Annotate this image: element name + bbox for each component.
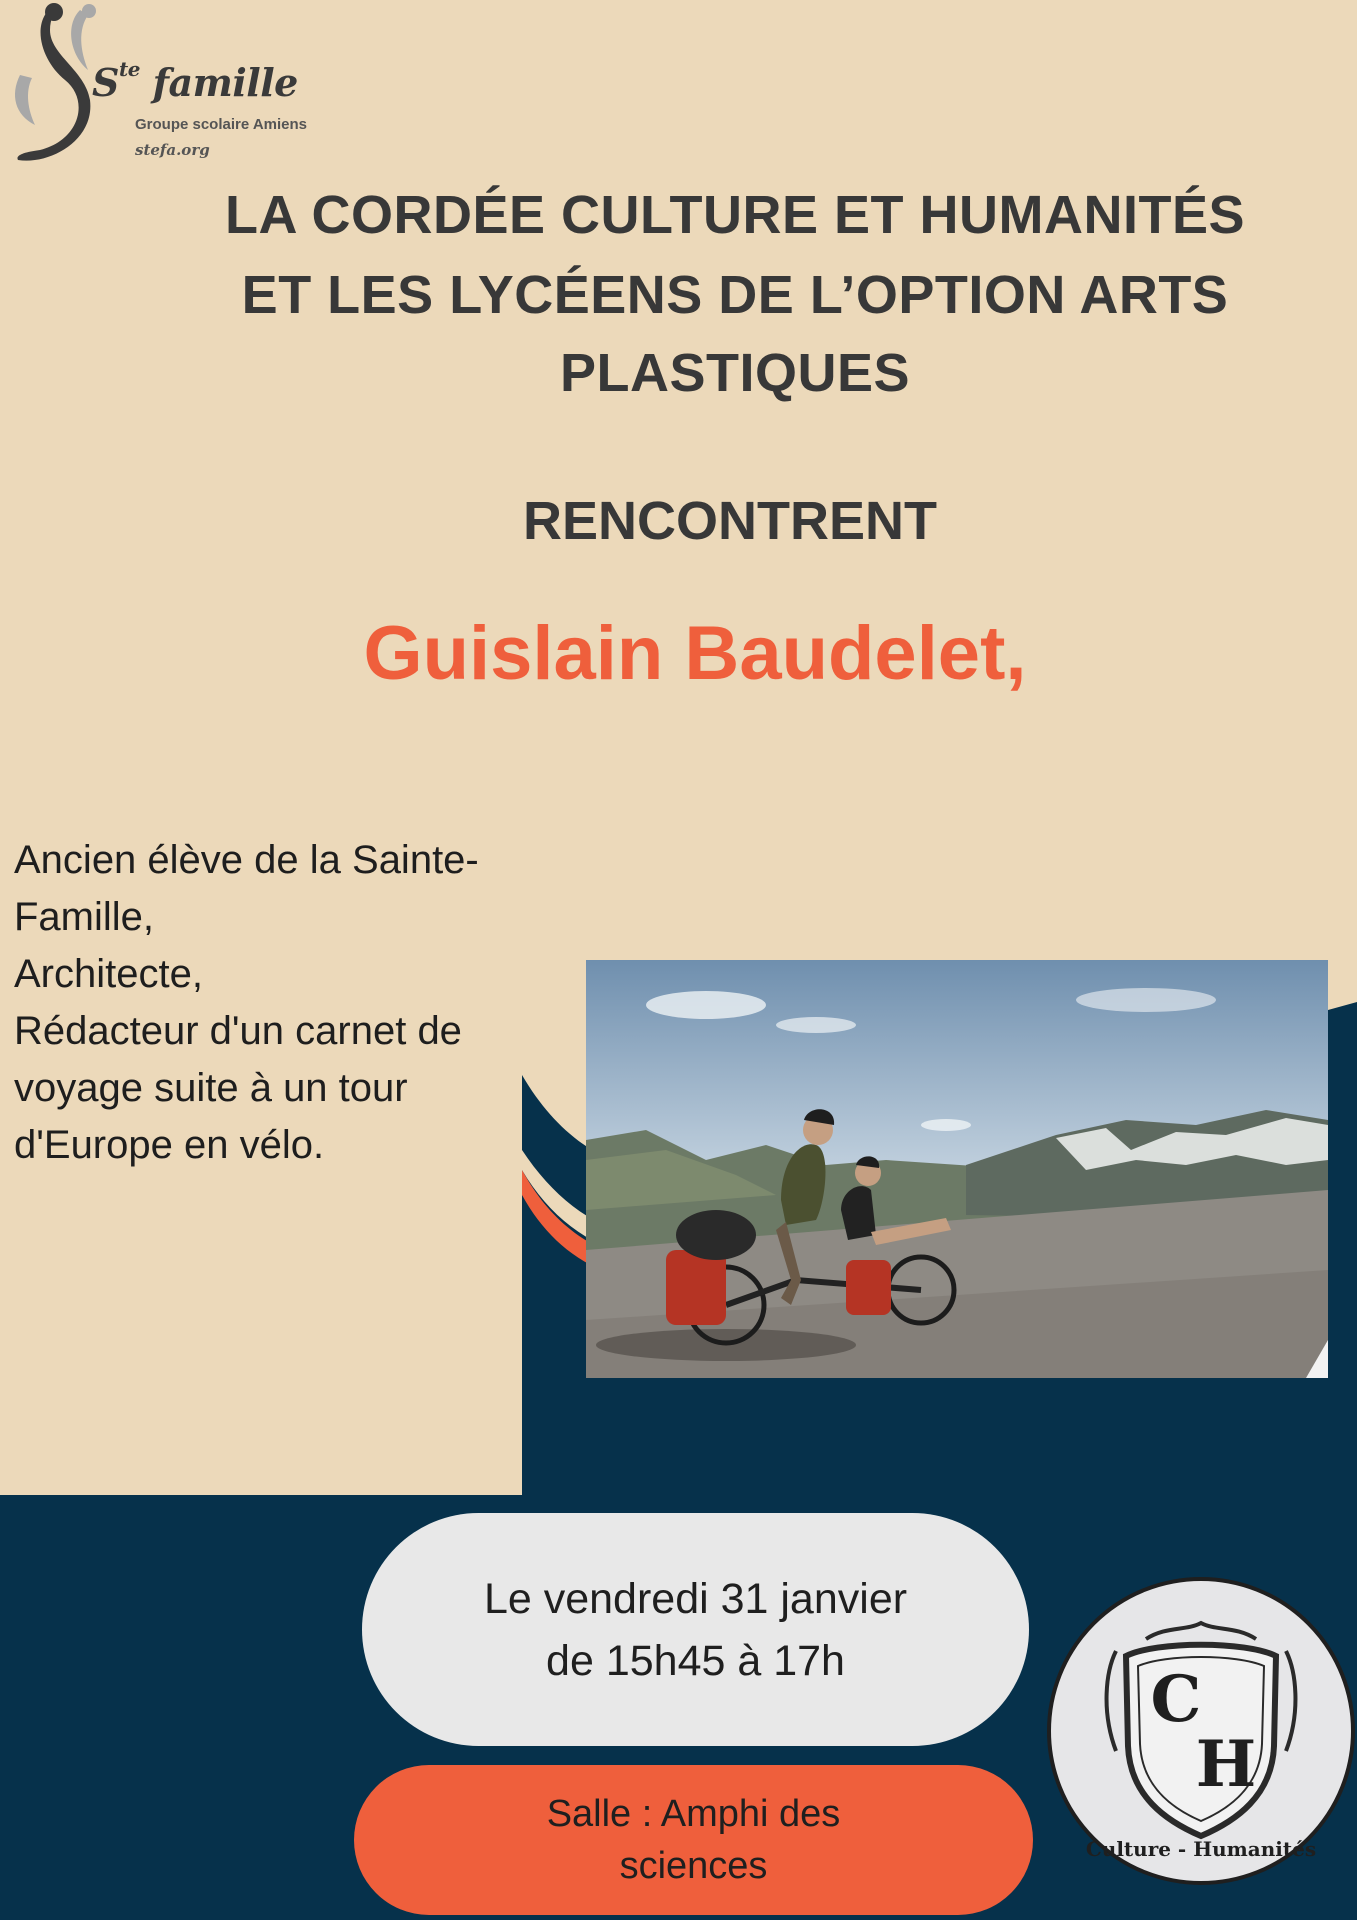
- cycling-photo: [586, 960, 1328, 1378]
- headline-line-2: ET LES LYCÉENS DE L’OPTION ARTS: [241, 265, 1229, 325]
- headline-line-3: PLASTIQUES: [559, 343, 911, 403]
- culture-humanites-emblem: [1046, 1571, 1356, 1891]
- event-room-line-1: Salle : Amphi des: [546, 1793, 841, 1835]
- guest-name: Guislain Baudelet,: [363, 611, 1027, 696]
- emblem-letter-h: H: [1195, 1727, 1257, 1802]
- logo-name-sup: te: [118, 57, 140, 82]
- emblem-caption: Culture - Humanités: [1085, 1837, 1317, 1861]
- logo-group-text: Groupe scolaire Amiens: [135, 116, 308, 133]
- event-room-line-2: sciences: [619, 1845, 768, 1887]
- navy-notch: [1328, 1002, 1357, 1380]
- description-line: d'Europe en vélo.: [14, 1123, 325, 1167]
- headline-line-1: LA CORDÉE CULTURE ET HUMANITÉS: [225, 185, 1245, 245]
- logo-name: $S^{te}$ famille: [92, 57, 298, 105]
- verb-heading: RENCONTRENT: [523, 491, 937, 551]
- logo-site-link[interactable]: stefa.org: [135, 141, 210, 159]
- description-line: Famille,: [14, 895, 155, 939]
- event-room-pill: [354, 1765, 1033, 1915]
- emblem-letter-c: C: [1150, 1662, 1202, 1737]
- logo-name-text: famille: [152, 60, 298, 105]
- ste-famille-logo-mark: [10, 0, 100, 165]
- guest-description: [14, 832, 534, 1174]
- description-line: Architecte,: [14, 952, 203, 996]
- event-time: de 15h45 à 17h: [546, 1636, 845, 1685]
- description-line: voyage suite à un tour: [14, 1066, 408, 1110]
- description-line: Ancien élève de la Sainte-: [14, 838, 479, 882]
- event-date: Le vendredi 31 janvier: [483, 1574, 908, 1623]
- event-date-pill: [362, 1513, 1029, 1746]
- description-line: Rédacteur d'un carnet de: [14, 1009, 462, 1053]
